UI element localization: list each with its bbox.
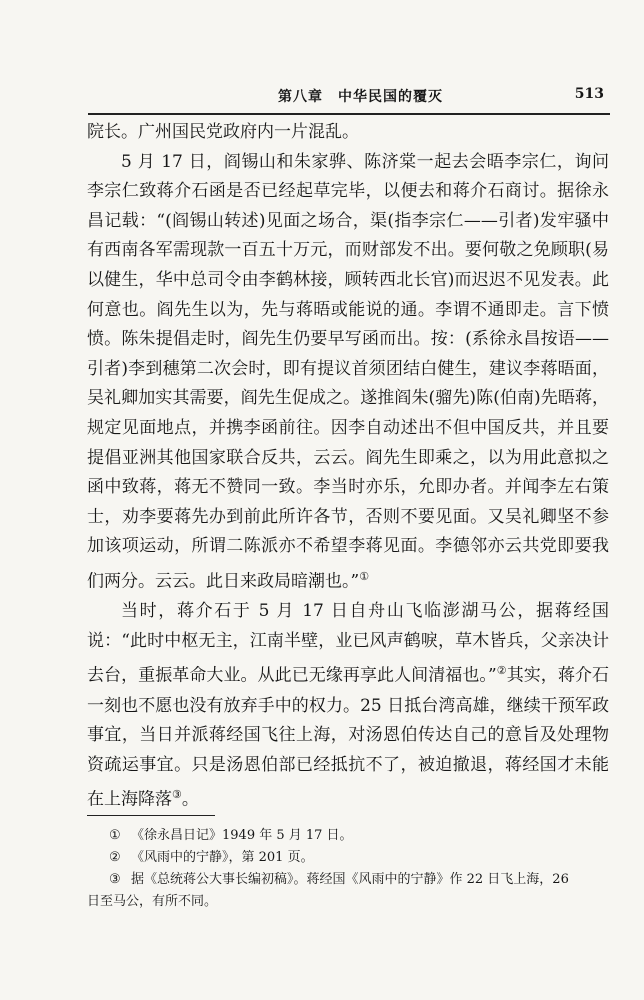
page-header	[88, 86, 608, 112]
footnote-text: 《风雨中的宁静》，第 201 页。	[131, 850, 314, 865]
paragraph-3-text-a: 当时，蒋介石于 5 月 17 日自舟山飞临澎湖马公，据蒋经国说：“此时中枢无主，江南半壁，业已风声鹤唳，草木皆兵，父亲决计去台，重振革命大业。从此已无缘再享此人间清福也。”	[87, 601, 609, 686]
page-number: 513	[574, 86, 604, 102]
body-text	[87, 118, 609, 816]
header-rule	[88, 113, 610, 115]
footnote-rule	[87, 815, 215, 816]
footnote-ref-3: ③	[172, 788, 182, 802]
footnote-mark: ②	[109, 850, 121, 865]
footnote-ref-1: ①	[359, 569, 370, 583]
footnote-mark: ③	[109, 872, 121, 887]
paragraph-2	[87, 148, 609, 598]
footnote-3-continuation: 日至马公，有所不同。	[87, 894, 218, 909]
footnote-text: 《徐永昌日记》1949 年 5 月 17 日。	[131, 828, 353, 843]
footnote-ref-2: ②	[496, 664, 507, 678]
footnotes	[87, 825, 609, 913]
paragraph-3-text-b: 其实，蒋介石一刻也不愿也没有放弃手中的权力。25 日抵台湾高雄，继续干预军政事宜，当日并派蒋经国飞往上海，对汤恩伯传达自己的意旨及处理物资疏运事宜。只是汤恩伯部已经抵抗不了，被迫撤退，蒋经国才未能在上海降落	[87, 666, 609, 811]
footnote-text: 据《总统蒋公大事长编初稿》。蒋经国《风雨中的宁静》作 22 日飞上海，26	[131, 872, 569, 887]
footnote-3	[87, 869, 609, 891]
paragraph-1: 院长。广州国民党政府内一片混乱。	[87, 122, 359, 142]
paragraph-3	[87, 597, 609, 815]
footnote-mark: ①	[109, 828, 121, 843]
paragraph-3-end: 。	[181, 790, 199, 811]
paragraph-2-text: 5 月 17 日，阎锡山和朱家骅、陈济棠一起去会晤李宗仁，询问李宗仁致蒋介石函是否已经起草完毕，以便去和蒋介石商讨。据徐永昌记载：“(阎锡山转述)见面之场合，渠(指李宗仁——引者)发牢骚中有西南各军需现款一百五十万元，而财部发不出。要何敬之免顾职(易以健生，华中总司令由李鹤林接，顾转西北长官)而迟迟不见发表。此何意也。阎先生以为，先与蒋晤或能说的通。李谓不通即走。言下愤愤。陈朱提倡走时，阎先生仍要早写函而出。按：(系徐永昌按语——引者)李到穗第二次会时，即有提议首须团结白健生，建议李蒋晤面，吴礼卿加实其需要，阎先生促成之。遂推阎朱(骝先)陈(伯南)先晤蒋，规定见面地点，并携李函前往。因李自动述出不但中国反共，并且要提倡亚洲其他国家联合反共，云云。阎先生即乘之，以为用此意拟之函中致蒋，蒋无不赞同一致。李当时亦乐，允即办者。并闻李左右策士，劝李要蒋先办到前此所许各节，否则不要见面。又吴礼卿坚不参加该项运动，所谓二陈派亦不希望李蒋见面。李德邻亦云共党即要我们两分。云云。此日来政局暗潮也。”	[87, 151, 609, 592]
footnote-1	[87, 825, 609, 847]
footnote-2	[87, 847, 609, 869]
chapter-title: 第八章 中华民国的覆灭	[278, 89, 443, 105]
